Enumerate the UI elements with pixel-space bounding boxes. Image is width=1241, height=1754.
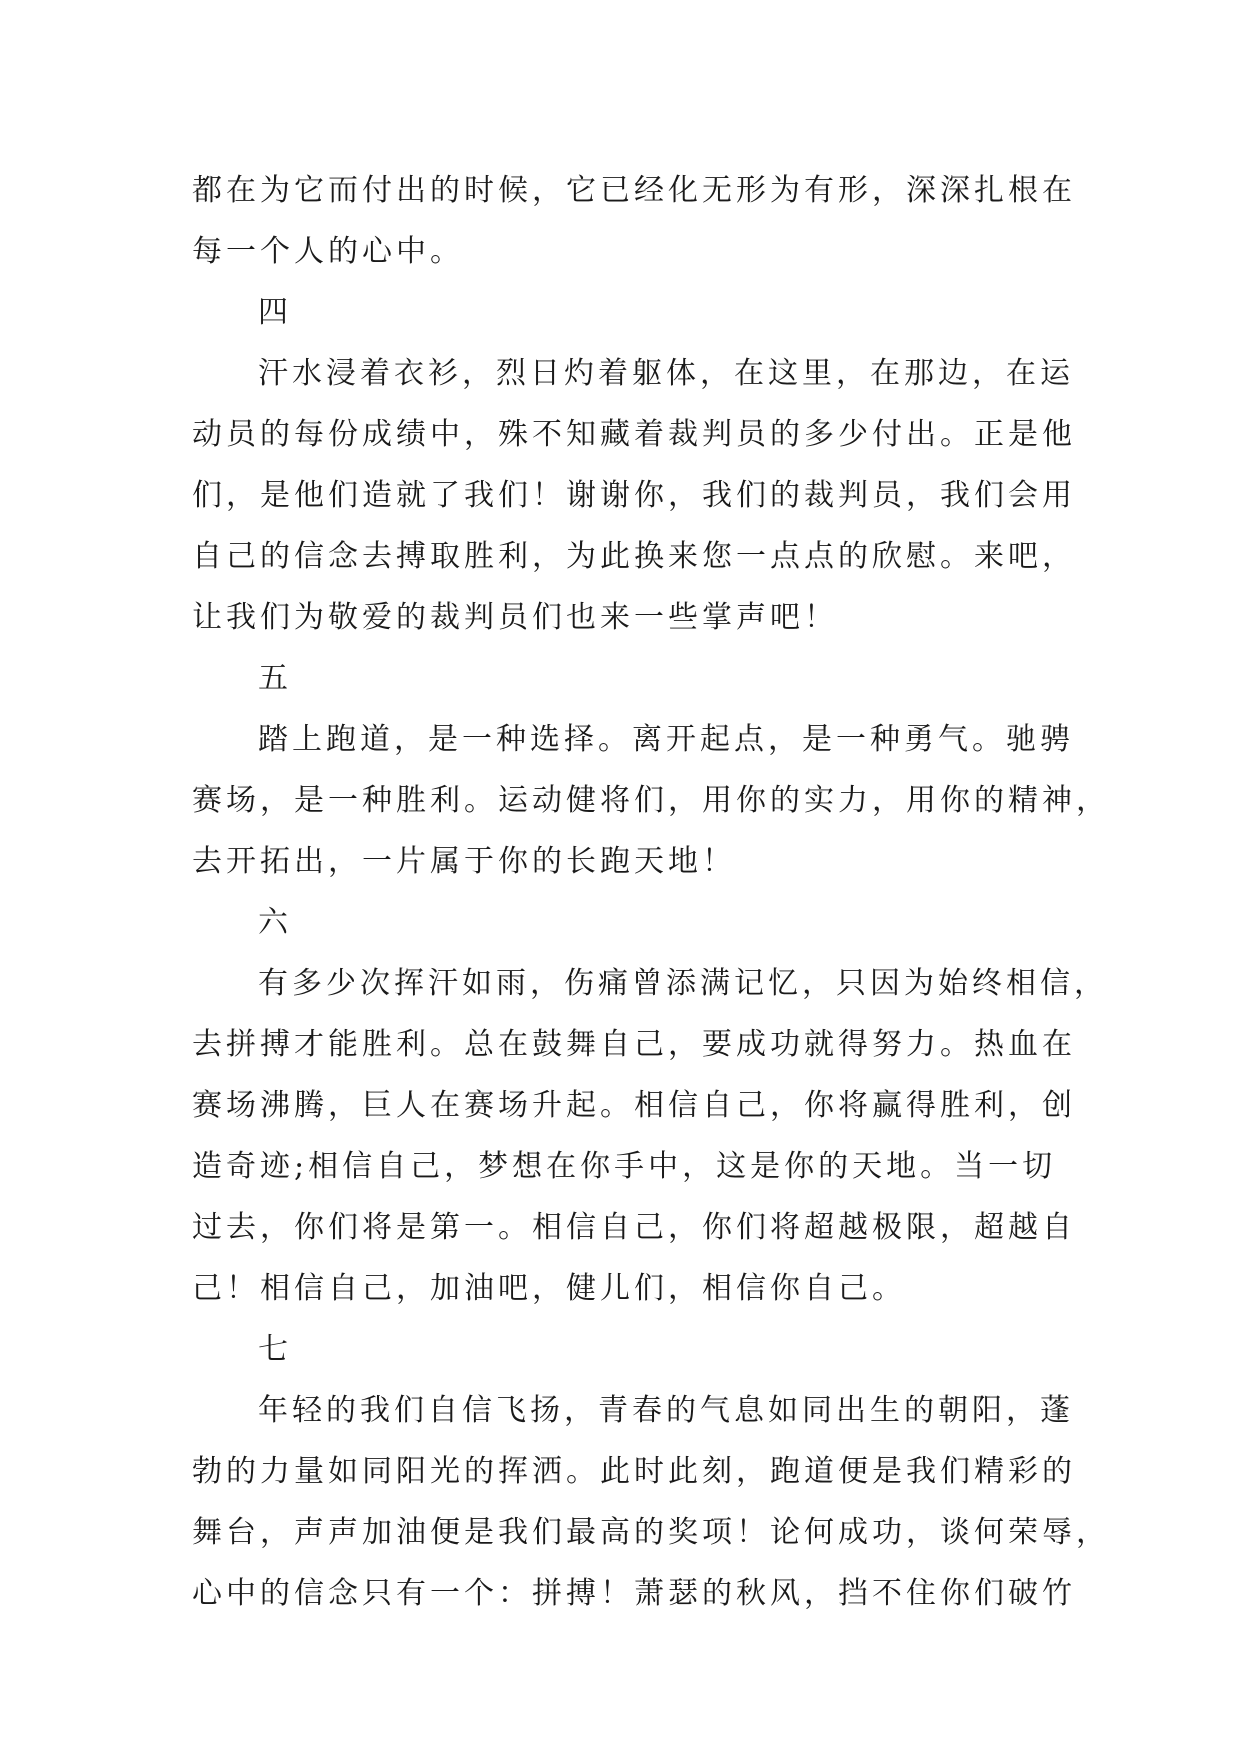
body-text — [192, 160, 1110, 1624]
text-line: 自己的信念去搏取胜利，为此换来您一点点的欣慰。来吧， — [192, 539, 1076, 574]
section-heading: 五 — [258, 661, 292, 696]
text-line: 舞台，声声加油便是我们最高的奖项！论何成功，谈何荣辱， — [192, 1515, 1110, 1550]
text-line: 踏上跑道，是一种选择。离开起点，是一种勇气。驰骋 — [258, 722, 1074, 757]
text-line: 每一个人的心中。 — [192, 234, 464, 269]
section-heading: 七 — [258, 1332, 292, 1367]
text-line: 们，是他们造就了我们！谢谢你，我们的裁判员，我们会用 — [192, 478, 1076, 513]
section-heading: 四 — [258, 295, 292, 330]
text-line: 过去，你们将是第一。相信自己，你们将超越极限，超越自 — [192, 1210, 1076, 1245]
text-line: 动员的每份成绩中，殊不知藏着裁判员的多少付出。正是他 — [192, 417, 1076, 452]
text-line: 心中的信念只有一个：拼搏！萧瑟的秋风，挡不住你们破竹 — [192, 1576, 1076, 1611]
text-line: 赛场，是一种胜利。运动健将们，用你的实力，用你的精神， — [192, 783, 1110, 818]
text-line: 年轻的我们自信飞扬，青春的气息如同出生的朝阳，蓬 — [258, 1393, 1074, 1428]
text-line: 有多少次挥汗如雨，伤痛曾添满记忆，只因为始终相信， — [258, 966, 1108, 1001]
text-line: 汗水浸着衣衫，烈日灼着躯体，在这里，在那边，在运 — [258, 356, 1074, 391]
text-line: 造奇迹;相信自己，梦想在你手中，这是你的天地。当一切 — [192, 1149, 1057, 1184]
text-line: 勃的力量如同阳光的挥洒。此时此刻，跑道便是我们精彩的 — [192, 1454, 1076, 1489]
text-line: 都在为它而付出的时候，它已经化无形为有形，深深扎根在 — [192, 173, 1076, 208]
text-line: 让我们为敬爱的裁判员们也来一些掌声吧！ — [192, 600, 838, 635]
text-line: 去拼搏才能胜利。总在鼓舞自己，要成功就得努力。热血在 — [192, 1027, 1076, 1062]
text-line: 去开拓出，一片属于你的长跑天地！ — [192, 844, 736, 879]
section-heading: 六 — [258, 905, 292, 940]
text-line: 己！相信自己，加油吧，健儿们，相信你自己。 — [192, 1271, 906, 1306]
text-line: 赛场沸腾，巨人在赛场升起。相信自己，你将赢得胜利，创 — [192, 1088, 1076, 1123]
